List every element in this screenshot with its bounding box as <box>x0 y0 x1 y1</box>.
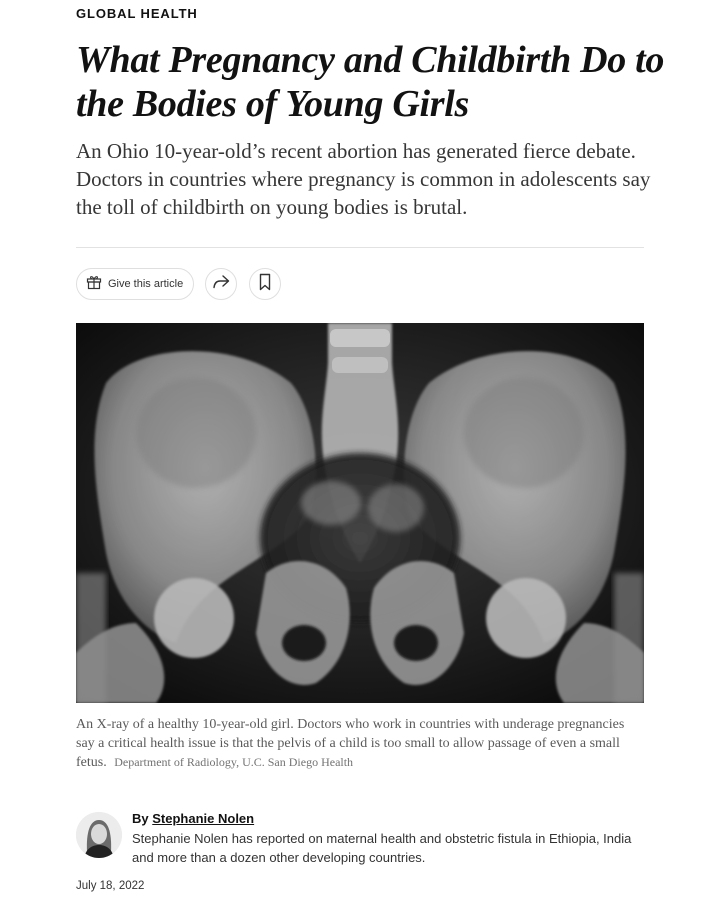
author-avatar[interactable] <box>76 812 122 858</box>
share-icon <box>212 274 230 295</box>
publish-date: July 18, 2022 <box>76 880 145 892</box>
byline <box>132 811 254 826</box>
gift-icon <box>85 273 103 296</box>
byline-prefix: By <box>132 811 149 826</box>
pelvis-xray-image <box>76 323 644 703</box>
divider <box>76 247 644 248</box>
image-credit: Department of Radiology, U.C. San Diego Health <box>114 755 354 769</box>
section-label[interactable]: GLOBAL HEALTH <box>76 6 198 21</box>
caption-text: An X-ray of a healthy 10-year-old girl. Doctors who work in countries with underage pregnancies say a critical health issue is that the pelvis of a child is too small to allow passage of even a small fetus. <box>76 717 625 770</box>
save-button[interactable] <box>249 268 281 300</box>
author-link[interactable]: Stephanie Nolen <box>152 811 255 826</box>
article-headline: What Pregnancy and Childbirth Do to the Bodies of Young Girls <box>76 39 665 125</box>
give-article-label: Give this article <box>108 278 184 290</box>
bookmark-icon <box>258 273 272 296</box>
give-article-button[interactable] <box>76 268 194 300</box>
author-bio: Stephanie Nolen has reported on maternal health and obstetric fistula in Ethiopia, India and more than a dozen other developing countries. <box>132 831 632 865</box>
image-caption <box>76 715 644 772</box>
article-summary: An Ohio 10-year-old’s recent abortion has generated fierce debate. Doctors in countries where pregnancy is common in adolescents say the toll of childbirth on young bodies is brutal. <box>76 139 651 219</box>
share-button[interactable] <box>205 268 237 300</box>
